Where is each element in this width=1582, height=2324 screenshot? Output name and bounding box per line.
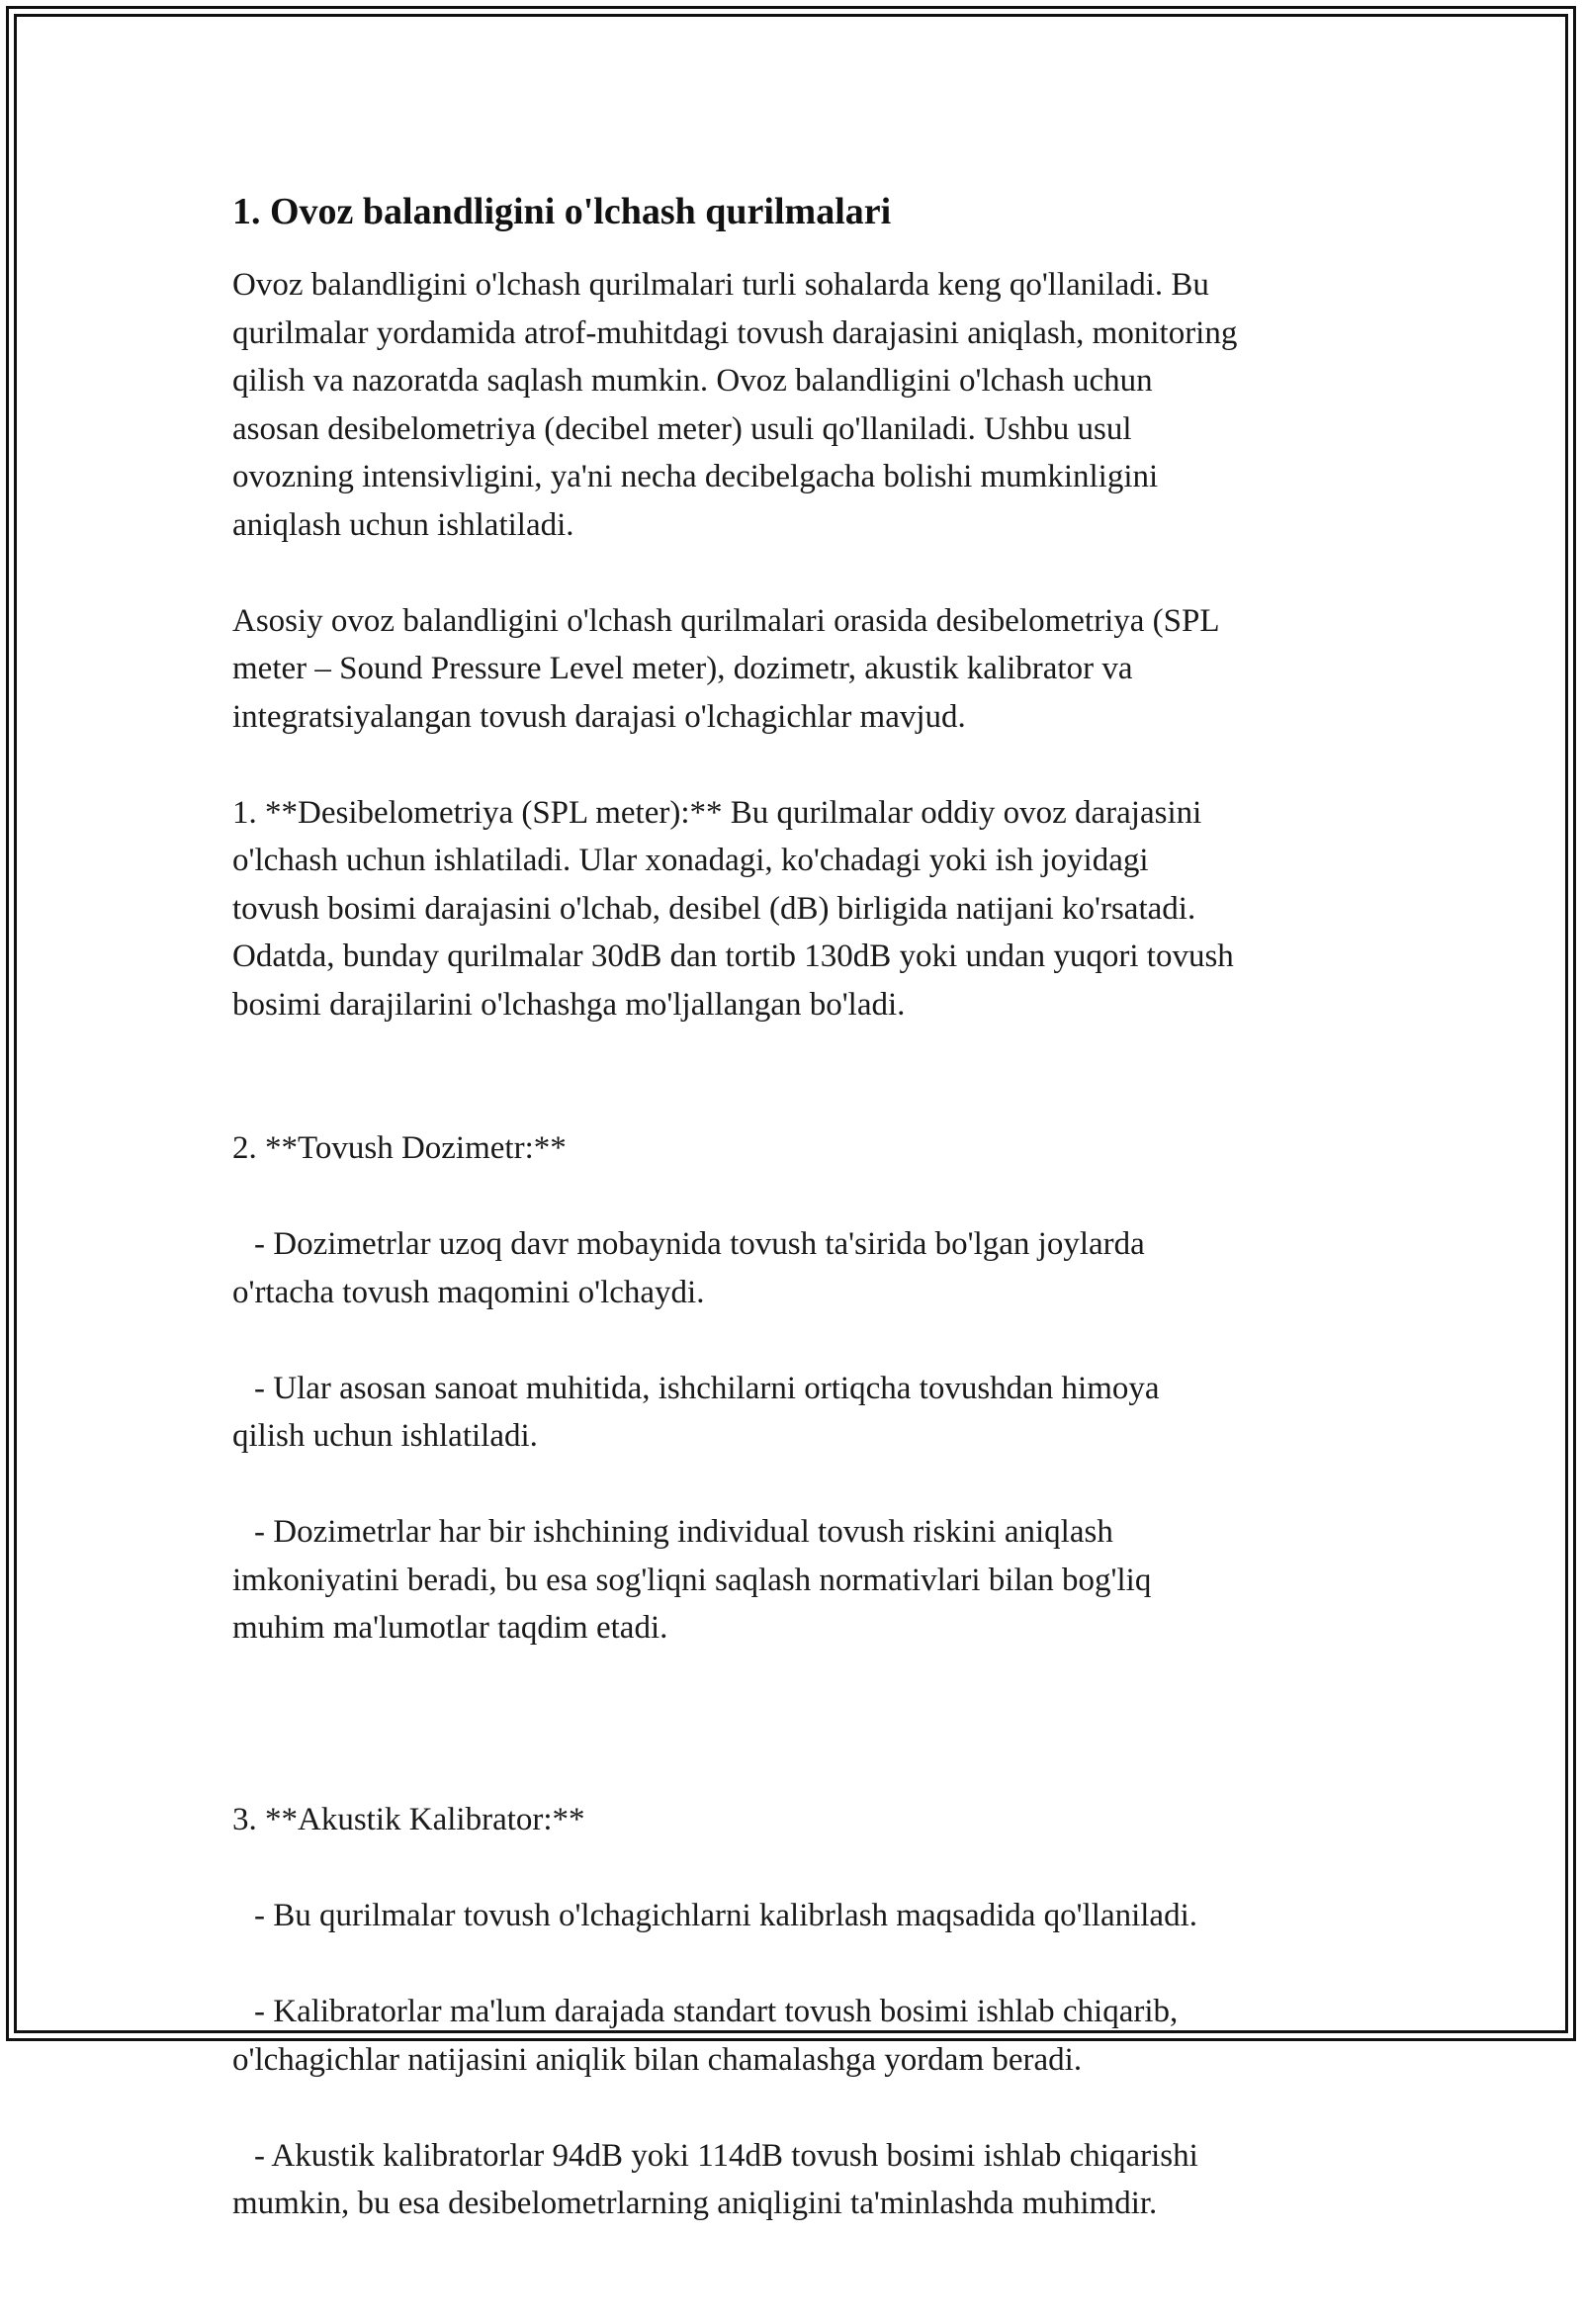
document-page xyxy=(232,178,1360,2324)
intro-paragraph: Ovoz balandligini o'lchash qurilmalari turli sohalarda keng qo'llaniladi. Bu qurilmalar yordamida atrof-muhitdagi tovush darajasini aniqlash, monitoring qilish va nazoratda saqlash mumkin. Ovoz balandligini o'lchash uchun asosan desibelometriya (decibel meter) usuli qo'llaniladi. Ushbu usul ovozning intensivligini, ya'ni necha decibelgacha bolishi mumkinligini aniqlash uchun ishlatiladi. xyxy=(232,267,1238,543)
dosimeter-item: - Dozimetrlar uzoq davr mobaynida tovush ta'sirida bo'lgan joylarda o'rtacha tovush maqomini o'lchaydi. xyxy=(232,1226,1145,1310)
calibrator-section-title: 3. **Akustik Kalibrator:** xyxy=(232,1802,585,1837)
dosimeter-item: - Ular asosan sanoat muhitida, ishchilarni ortiqcha tovushdan himoya qilish uchun ishlatiladi. xyxy=(232,1370,1160,1454)
calibrator-item: - Bu qurilmalar tovush o'lchagichlarni kalibrlash maqsadida qo'llaniladi. xyxy=(254,1898,1197,1933)
document-body xyxy=(232,261,1360,2276)
calibrator-item: - Akustik kalibratorlar 94dB yoki 114dB tovush bosimi ishlab chiqarishi mumkin, bu esa desibelometrlarning aniqligini ta'minlashda muhimdir. xyxy=(232,2137,1198,2221)
calibrator-section xyxy=(232,1748,1360,2277)
dosimeter-item: - Dozimetrlar har bir ishchining individual tovush riskini aniqlash imkoniyatini beradi, bu esa sog'liqni saqlash normativlari bilan bog'liq muhim ma'lumotlar taqdim etadi. xyxy=(232,1514,1152,1646)
spl-meter-paragraph: 1. **Desibelometriya (SPL meter):** Bu qurilmalar oddiy ovoz darajasini o'lchash uchun ishlatiladi. Ular xonadagi, ko'chadagi yoki ish joyidagi tovush bosimi darajasini o'lchab, desibel (dB) birligida natijani ko'rsatadi. Odatda, bunday qurilmalar 30dB dan tortib 130dB yoki undan yuqori tovush bosimi darajilarini o'lchashga mo'ljallangan bo'ladi. xyxy=(232,794,1234,1023)
dosimeter-section xyxy=(232,1077,1360,1701)
calibrator-item: - Kalibratorlar ma'lum darajada standart tovush bosimi ishlab chiqarib, o'lchagichlar natijasini aniqlik bilan chamalashga yordam beradi. xyxy=(232,1994,1179,2078)
document-heading: 1. Ovoz balandligini o'lchash qurilmalari xyxy=(232,191,892,232)
dosimeter-section-title: 2. **Tovush Dozimetr:** xyxy=(232,1130,567,1166)
devices-overview-paragraph: Asosiy ovoz balandligini o'lchash qurilmalari orasida desibelometriya (SPL meter – Sound Pressure Level meter), dozimetr, akustik kalibrator va integratsiyalangan tovush darajasi o'lchagichlar mavjud. xyxy=(232,602,1220,735)
